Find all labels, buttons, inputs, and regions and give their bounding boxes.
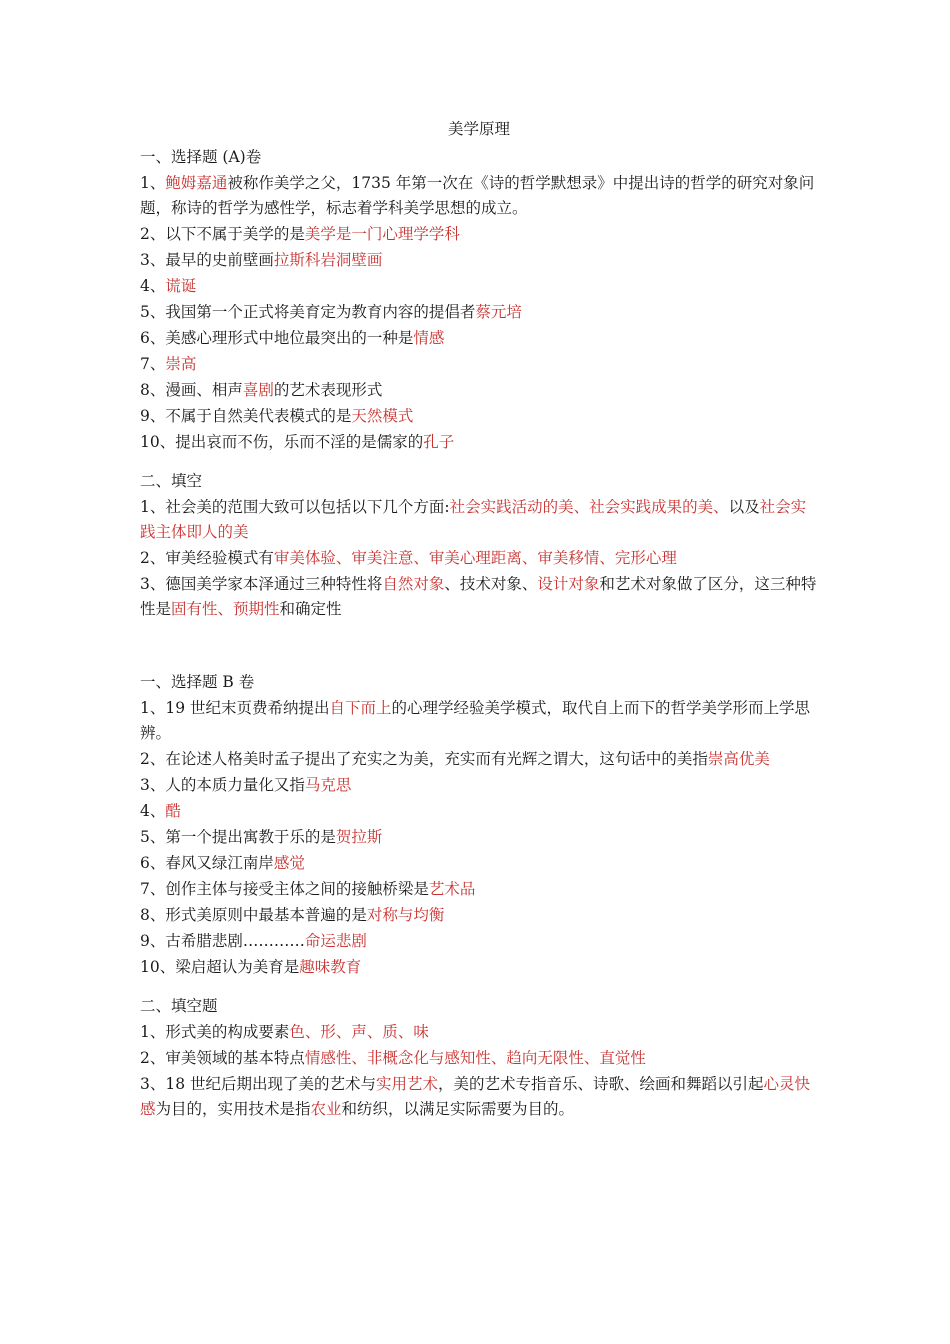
question-text: 9、古希腊悲剧………… <box>140 932 305 950</box>
section-heading: 一、选择题 B 卷 <box>140 673 255 691</box>
question-item <box>140 877 818 902</box>
section-fill-b <box>140 995 818 1122</box>
question-text: 2、审美领域的基本特点 <box>140 1049 305 1067</box>
question-text: 和艺术对象做了区分，这三种特性是 <box>140 575 817 618</box>
question-item <box>140 222 818 247</box>
question-text: 为目的，实用技术是指 <box>155 1100 311 1118</box>
answer-text: 实用艺术 <box>376 1075 439 1093</box>
question-text: 8、漫画、相声 <box>140 381 243 399</box>
question-text: 6、美感心理形式中地位最突出的一种是 <box>140 329 414 347</box>
question-item <box>140 799 818 824</box>
question-item <box>140 274 818 299</box>
answer-text: 命运悲剧 <box>304 932 367 950</box>
question-item <box>140 430 818 455</box>
question-item <box>140 1046 818 1071</box>
question-item <box>140 404 818 429</box>
question-text: 2、以下不属于美学的是 <box>140 225 305 243</box>
question-text: 3、人的本质力量化又指 <box>140 776 305 794</box>
question-text: 4、 <box>140 277 166 295</box>
section-spacer <box>140 981 818 995</box>
question-text: 以及 <box>728 498 760 516</box>
question-item <box>140 378 818 403</box>
question-item <box>140 352 818 377</box>
question-text: 2、审美经验模式有 <box>140 549 274 567</box>
question-item <box>140 326 818 351</box>
answer-text: 情感性、非概念化与感知性、趋向无限性、直觉性 <box>304 1049 646 1067</box>
question-text: 3、德国美学家本泽通过三种特性将 <box>140 575 383 593</box>
answer-text: 自下而上 <box>329 699 392 717</box>
question-text: 的心理学经验美学模式，取代自上而下的哲学美学形而上学思辨。 <box>140 699 811 742</box>
question-text: ，美的艺术专指音乐、诗歌、绘画和舞蹈以引起 <box>438 1075 764 1093</box>
question-text: 1、社会美的范围大致可以包括以下几个方面: <box>140 498 450 516</box>
section-heading: 一、选择题 (A)卷 <box>140 148 262 166</box>
answer-text: 社会实践主体即人的美 <box>140 498 807 541</box>
answer-text: 拉斯科岩洞壁画 <box>273 251 383 269</box>
answer-text: 审美体验、审美注意、审美心理距离、审美移情、完形心理 <box>273 549 677 567</box>
section-spacer <box>140 623 818 671</box>
question-text: 4、 <box>140 802 166 820</box>
question-item <box>140 955 818 980</box>
answer-text: 艺术品 <box>428 880 476 898</box>
answer-text: 马克思 <box>304 776 352 794</box>
question-text: 9、不属于自然美代表模式的是 <box>140 407 352 425</box>
answer-text: 崇高 <box>165 355 197 373</box>
question-item <box>140 1072 818 1122</box>
question-text: 7、 <box>140 355 166 373</box>
answer-text: 社会实践活动的美、社会实践成果的美、 <box>449 498 729 516</box>
answer-text: 谎诞 <box>165 277 197 295</box>
section-heading: 二、填空题 <box>140 997 218 1015</box>
question-item <box>140 546 818 571</box>
question-item <box>140 495 818 545</box>
section-spacer <box>140 456 818 470</box>
answer-text: 色、形、声、质、味 <box>289 1023 429 1041</box>
question-text: 和确定性 <box>279 600 342 618</box>
question-text: 5、我国第一个正式将美育定为教育内容的提倡者 <box>140 303 476 321</box>
question-item <box>140 1020 818 1045</box>
answer-text: 酷 <box>165 802 181 820</box>
answer-text: 喜剧 <box>242 381 274 399</box>
question-text: 和纺织，以满足实际需要为目的。 <box>341 1100 575 1118</box>
document-body <box>140 118 818 1123</box>
question-text: 被称作美学之父，1735 年第一次在《诗的哲学默想录》中提出诗的哲学的研究对象问题，称诗的哲学为感性学，标志着学科美学思想的成立。 <box>140 174 815 217</box>
question-item <box>140 929 818 954</box>
answer-text: 蔡元培 <box>475 303 522 321</box>
question-text: 10、提出哀而不伤，乐而不淫的是儒家的 <box>140 433 424 451</box>
question-text: 的艺术表现形式 <box>273 381 383 399</box>
answer-text: 对称与均衡 <box>366 906 445 924</box>
question-text: 2、在论述人格美时孟子提出了充实之为美，充实而有光辉之谓大，这句话中的美指 <box>140 750 708 768</box>
question-item <box>140 825 818 850</box>
question-item <box>140 248 818 273</box>
document-title: 美学原理 <box>447 120 510 138</box>
question-text: 8、形式美原则中最基本普遍的是 <box>140 906 367 924</box>
question-item <box>140 851 818 876</box>
question-text: 5、第一个提出寓教于乐的是 <box>140 828 336 846</box>
answer-text: 鲍姆嘉通 <box>165 174 228 192</box>
question-text: 1、形式美的构成要素 <box>140 1023 290 1041</box>
answer-text: 感觉 <box>273 854 305 872</box>
section-choice-a <box>140 146 818 455</box>
question-text: 10、梁启超认为美育是 <box>140 958 300 976</box>
question-text: 7、创作主体与接受主体之间的接触桥梁是 <box>140 880 429 898</box>
section-fill-a <box>140 470 818 622</box>
answer-text: 趣味教育 <box>299 958 362 976</box>
question-item <box>140 171 818 221</box>
question-text: 3、最早的史前壁画 <box>140 251 274 269</box>
question-item <box>140 903 818 928</box>
question-text: 、技术对象、 <box>444 575 538 593</box>
question-item <box>140 696 818 746</box>
question-text: 1、19 世纪末页费希纳提出 <box>140 699 330 717</box>
answer-text: 情感 <box>413 329 445 347</box>
question-text: 3、18 世纪后期出现了美的艺术与 <box>140 1075 377 1093</box>
answer-text: 设计对象 <box>537 575 600 593</box>
question-item <box>140 773 818 798</box>
answer-text: 农业 <box>310 1100 342 1118</box>
answer-text: 美学是一门心理学学科 <box>304 225 460 243</box>
answer-text: 孔子 <box>423 433 455 451</box>
question-item <box>140 747 818 772</box>
answer-text: 天然模式 <box>351 407 414 425</box>
section-choice-b <box>140 671 818 980</box>
question-item <box>140 300 818 325</box>
section-heading: 二、填空 <box>140 472 203 490</box>
question-item <box>140 572 818 622</box>
answer-text: 贺拉斯 <box>335 828 383 846</box>
question-text: 1、 <box>140 174 166 192</box>
answer-text: 心灵快感 <box>140 1075 811 1118</box>
answer-text: 固有性、预期性 <box>171 600 280 618</box>
answer-text: 自然对象 <box>382 575 445 593</box>
question-text: 6、春风又绿江南岸 <box>140 854 274 872</box>
answer-text: 崇高优美 <box>707 750 770 768</box>
